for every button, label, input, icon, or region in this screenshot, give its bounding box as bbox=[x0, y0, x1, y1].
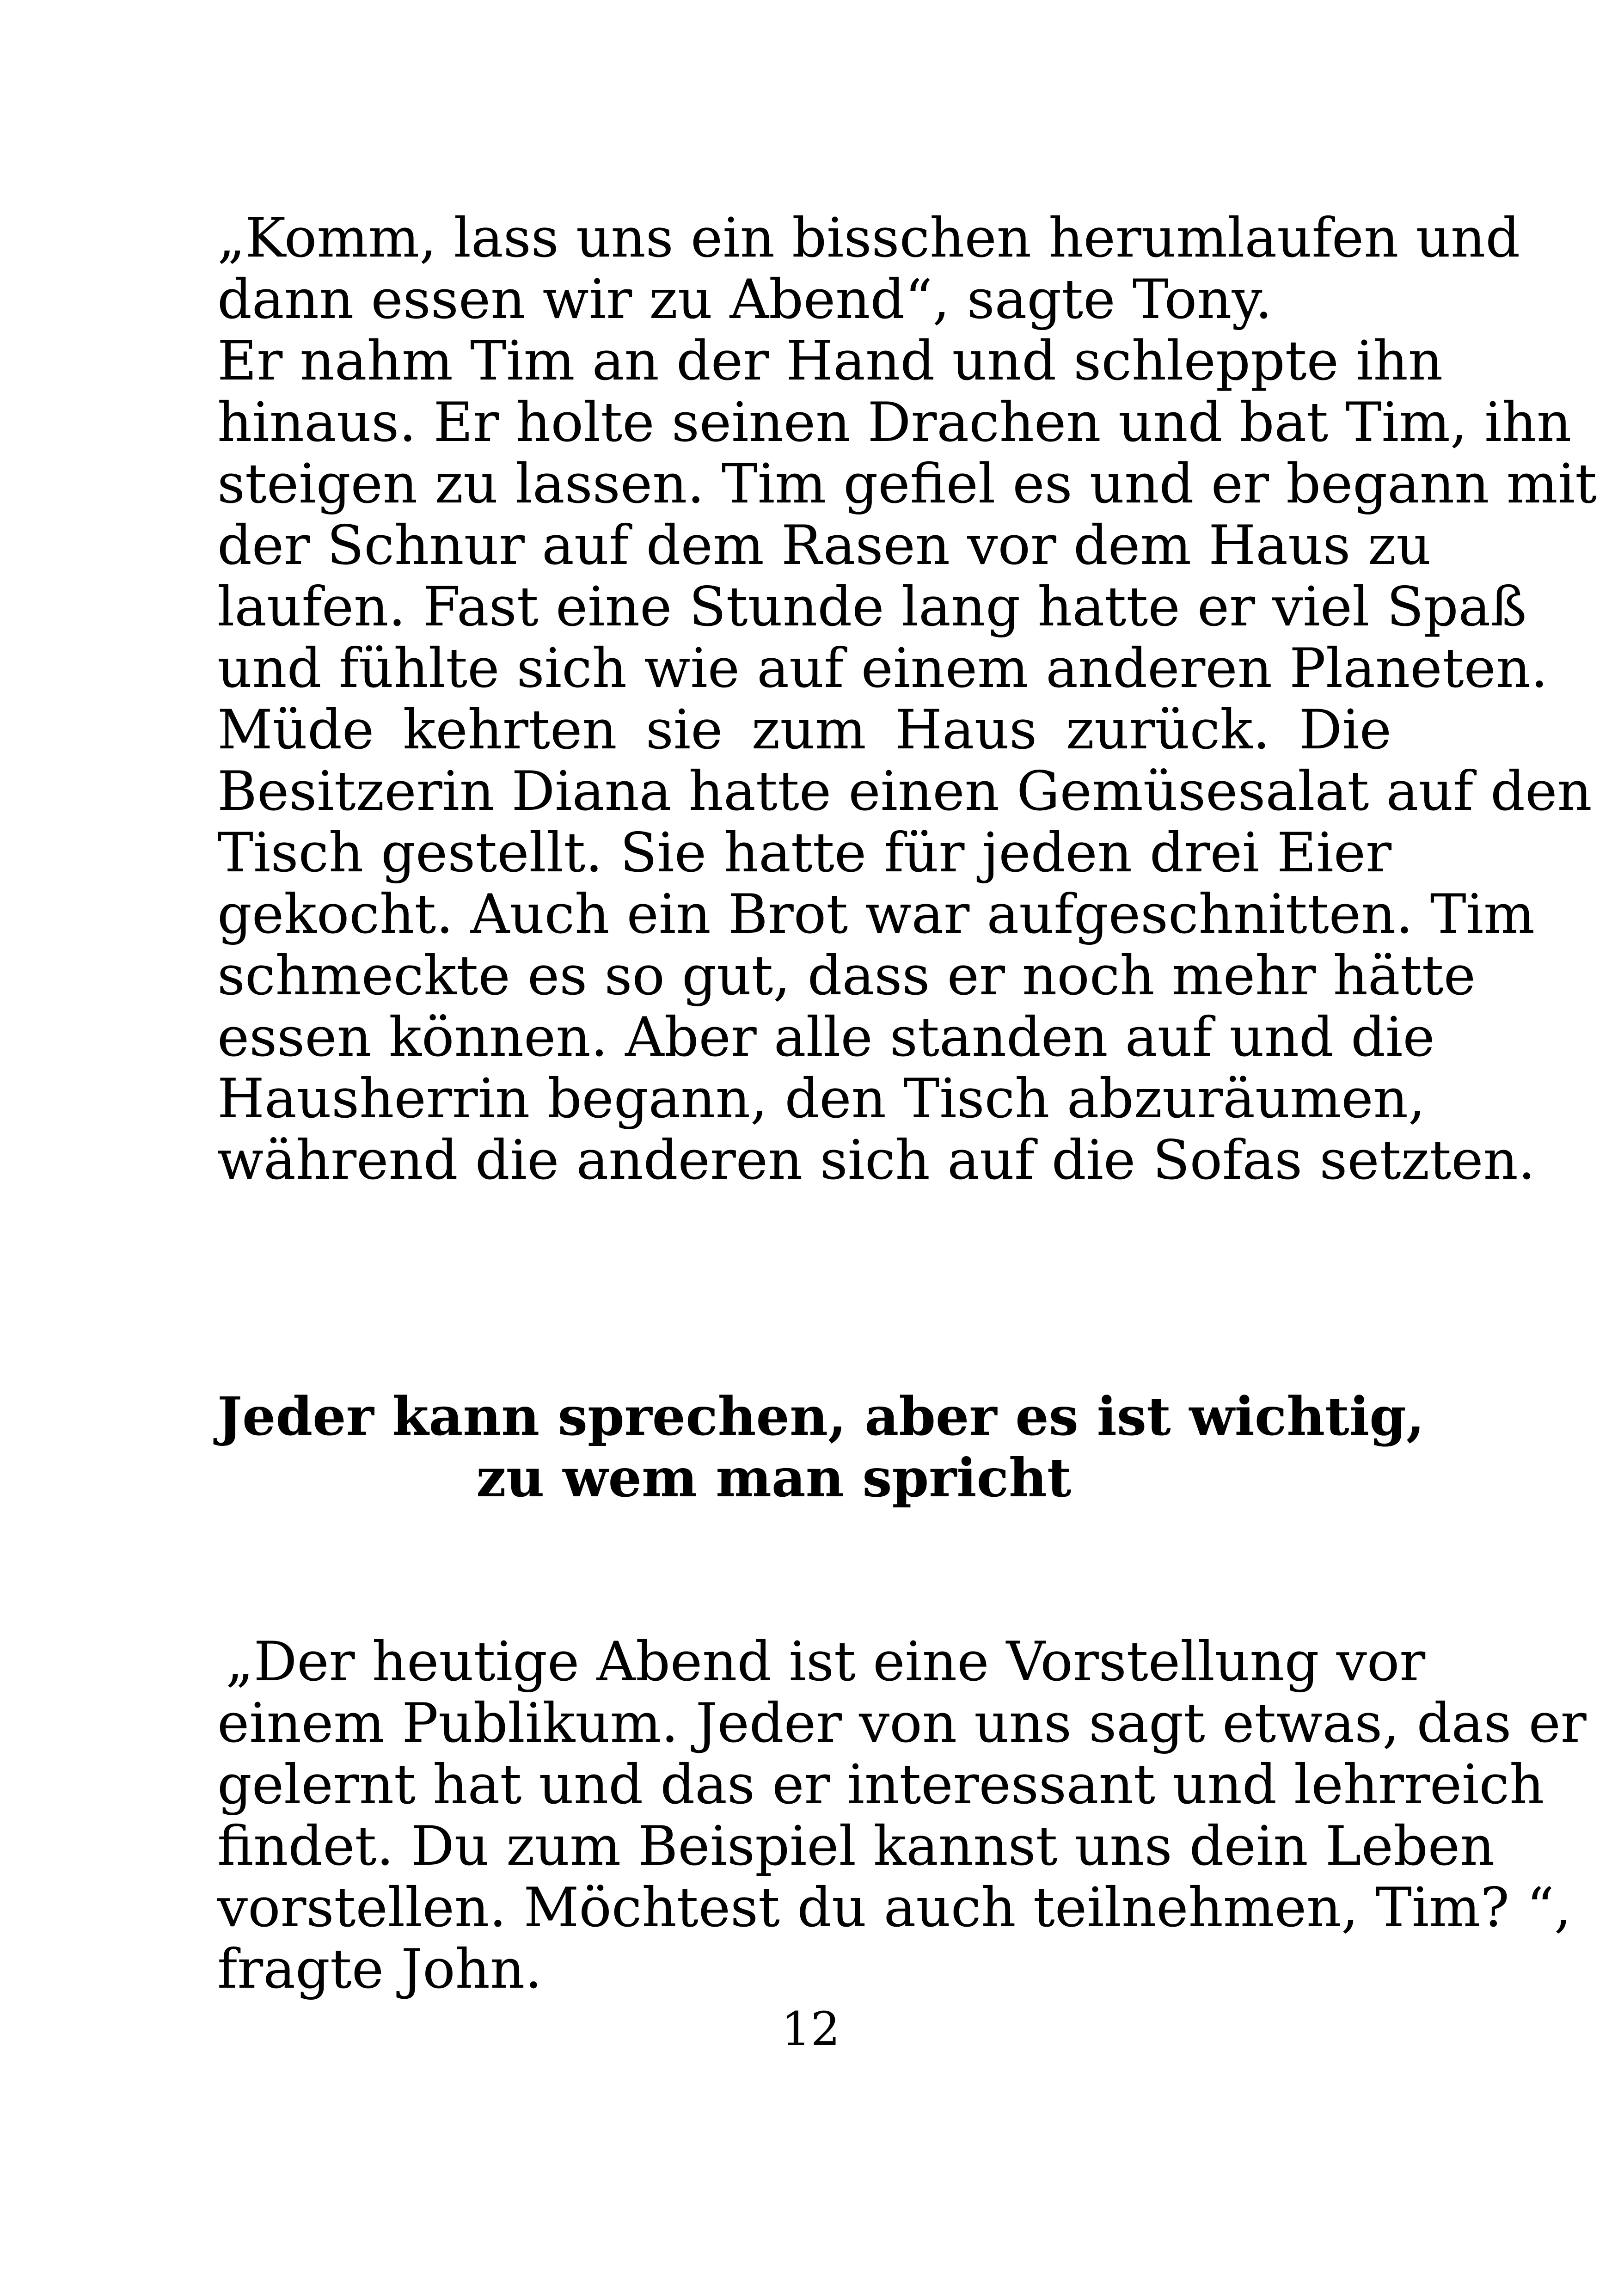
story-text-upper bbox=[217, 206, 1597, 1192]
text-line: Müde kehrten sie zum Haus zurück. Die bbox=[217, 698, 1391, 761]
text-line: Hausherrin begann, den Tisch abzuräumen, bbox=[217, 1067, 1426, 1130]
text-line: vorstellen. Möchtest du auch teilnehmen, Tim? “, bbox=[217, 1876, 1572, 1939]
text-line: der Schnur auf dem Rasen vor dem Haus zu bbox=[217, 514, 1431, 577]
text-line: steigen zu lassen. Tim gefiel es und er begann mit bbox=[217, 452, 1597, 515]
text-line: dann essen wir zu Abend“, sagte Tony. bbox=[217, 268, 1273, 331]
text-line: laufen. Fast eine Stunde lang hatte er viel Spaß bbox=[217, 575, 1527, 638]
text-line: während die anderen sich auf die Sofas setzten. bbox=[217, 1128, 1536, 1192]
heading-line: zu wem man spricht bbox=[476, 1447, 1072, 1509]
heading-line: Jeder kann sprechen, aber es ist wichtig, bbox=[217, 1385, 1425, 1447]
chapter-heading bbox=[217, 1385, 1425, 1509]
text-line: Besitzerin Diana hatte einen Gemüsesalat auf den bbox=[217, 759, 1592, 823]
text-line-content: „Der heutige Abend ist eine Vorstellung vor bbox=[226, 1630, 1426, 1693]
text-line: fragte John. bbox=[217, 1937, 542, 2001]
page-number: 12 bbox=[781, 2002, 840, 2056]
text-line: Tisch gestellt. Sie hatte für jeden drei Eier bbox=[217, 821, 1391, 884]
text-line bbox=[217, 1630, 1426, 1693]
text-line: essen können. Aber alle standen auf und die bbox=[217, 1005, 1435, 1069]
text-line: Er nahm Tim an der Hand und schleppte ihn bbox=[217, 329, 1443, 392]
text-line: gelernt hat und das er interessant und lehrreich bbox=[217, 1753, 1544, 1816]
text-line: findet. Du zum Beispiel kannst uns dein Leben bbox=[217, 1814, 1495, 1878]
text-line: und fühlte sich wie auf einem anderen Planeten. bbox=[217, 637, 1548, 700]
text-line: gekocht. Auch ein Brot war aufgeschnitten. Tim bbox=[217, 882, 1535, 946]
text-line: einem Publikum. Jeder von uns sagt etwas, das er bbox=[217, 1691, 1587, 1755]
story-text-lower bbox=[217, 1630, 1587, 2001]
text-line: schmeckte es so gut, dass er noch mehr hätte bbox=[217, 944, 1476, 1007]
text-line: hinaus. Er holte seinen Drachen und bat Tim, ihn bbox=[217, 391, 1572, 454]
text-line: „Komm, lass uns ein bisschen herumlaufen und bbox=[217, 206, 1520, 269]
